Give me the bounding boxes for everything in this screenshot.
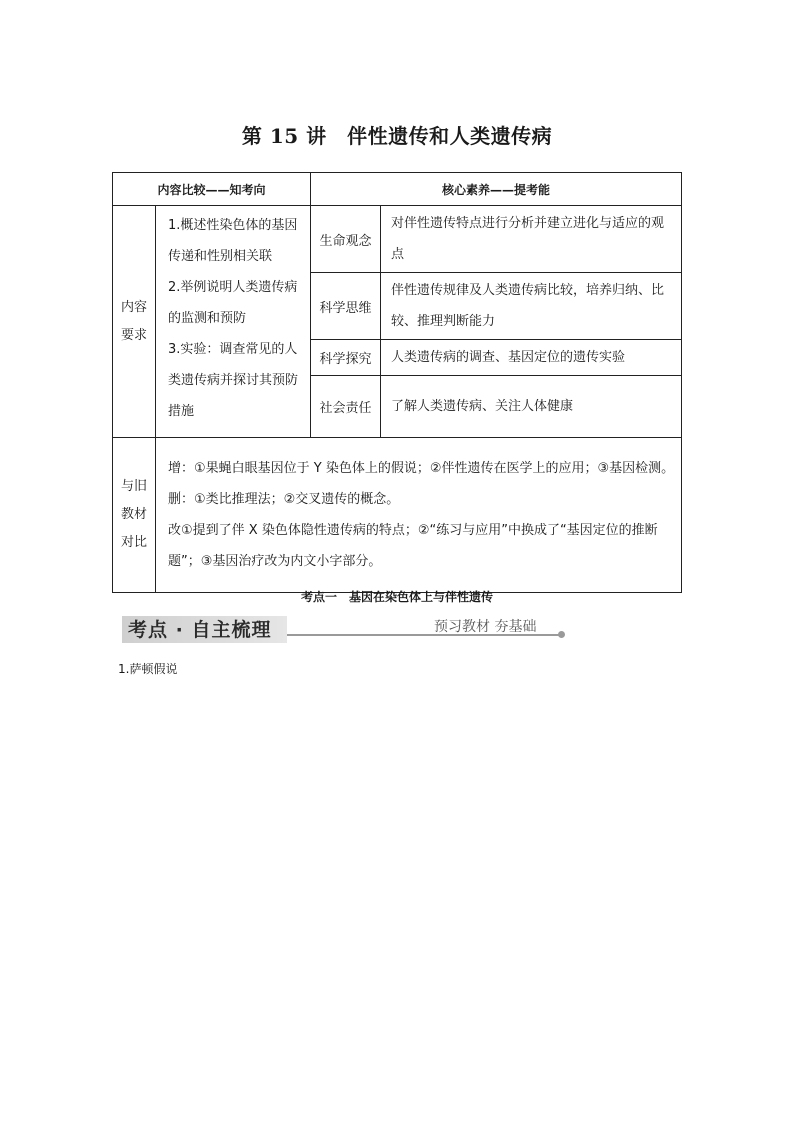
literacy-category: 生命观念	[311, 206, 381, 273]
compare-item: 增：①果蝇白眼基因位于 Y 染色体上的假说；②伴性遗传在医学上的应用；③基因检测。	[168, 461, 675, 476]
literacy-description: 人类遗传病的调查、基因定位的遗传实验	[381, 340, 682, 376]
literacy-category: 科学思维	[311, 273, 381, 340]
overview-table	[112, 172, 682, 593]
literacy-description: 伴性遗传规律及人类遗传病比较，培养归纳、比较、推理判断能力	[381, 273, 682, 340]
lesson-title: 第 15 讲 伴性遗传和人类遗传病	[241, 124, 553, 148]
section-banner	[122, 616, 572, 644]
literacy-category: 科学探究	[311, 340, 381, 376]
literacy-description: 了解人类遗传病、关注人体健康	[381, 376, 682, 438]
table-row	[113, 438, 682, 593]
table-header-row	[113, 173, 682, 206]
banner-title: 考点 · 自主梳理	[128, 619, 272, 641]
row-label-content: 内容要求	[113, 206, 156, 438]
banner-subtitle: 预习教材 夯基础	[434, 619, 537, 635]
header-core-literacy: 核心素养——提考能	[311, 173, 682, 206]
literacy-description: 对伴性遗传特点进行分析并建立进化与适应的观点	[381, 206, 682, 273]
requirement-item: 3.实验：调查常见的人类遗传病并探讨其预防措施	[168, 342, 299, 419]
header-content-compare: 内容比较——知考向	[113, 173, 311, 206]
requirement-item: 1.概述性染色体的基因传递和性别相关联	[168, 218, 298, 264]
compare-item: 改①提到了伴 X 染色体隐性遗传病的特点；②“练习与应用”中换成了“基因定位的推断题”；③基因治疗改为内文小字部分。	[168, 523, 658, 569]
requirement-item: 2.举例说明人类遗传病的监测和预防	[168, 280, 298, 326]
requirements-cell	[156, 206, 311, 438]
compare-item: 删：①类比推理法；②交叉遗传的概念。	[168, 492, 400, 507]
section-title: 考点一 基因在染色体上与伴性遗传	[300, 590, 493, 604]
row-label-compare: 与旧教材对比	[113, 438, 156, 593]
banner-dot	[558, 631, 565, 638]
literacy-category: 社会责任	[311, 376, 381, 438]
item-heading: 1.萨顿假说	[118, 662, 178, 676]
table-row	[113, 206, 682, 273]
compare-cell	[156, 438, 682, 593]
